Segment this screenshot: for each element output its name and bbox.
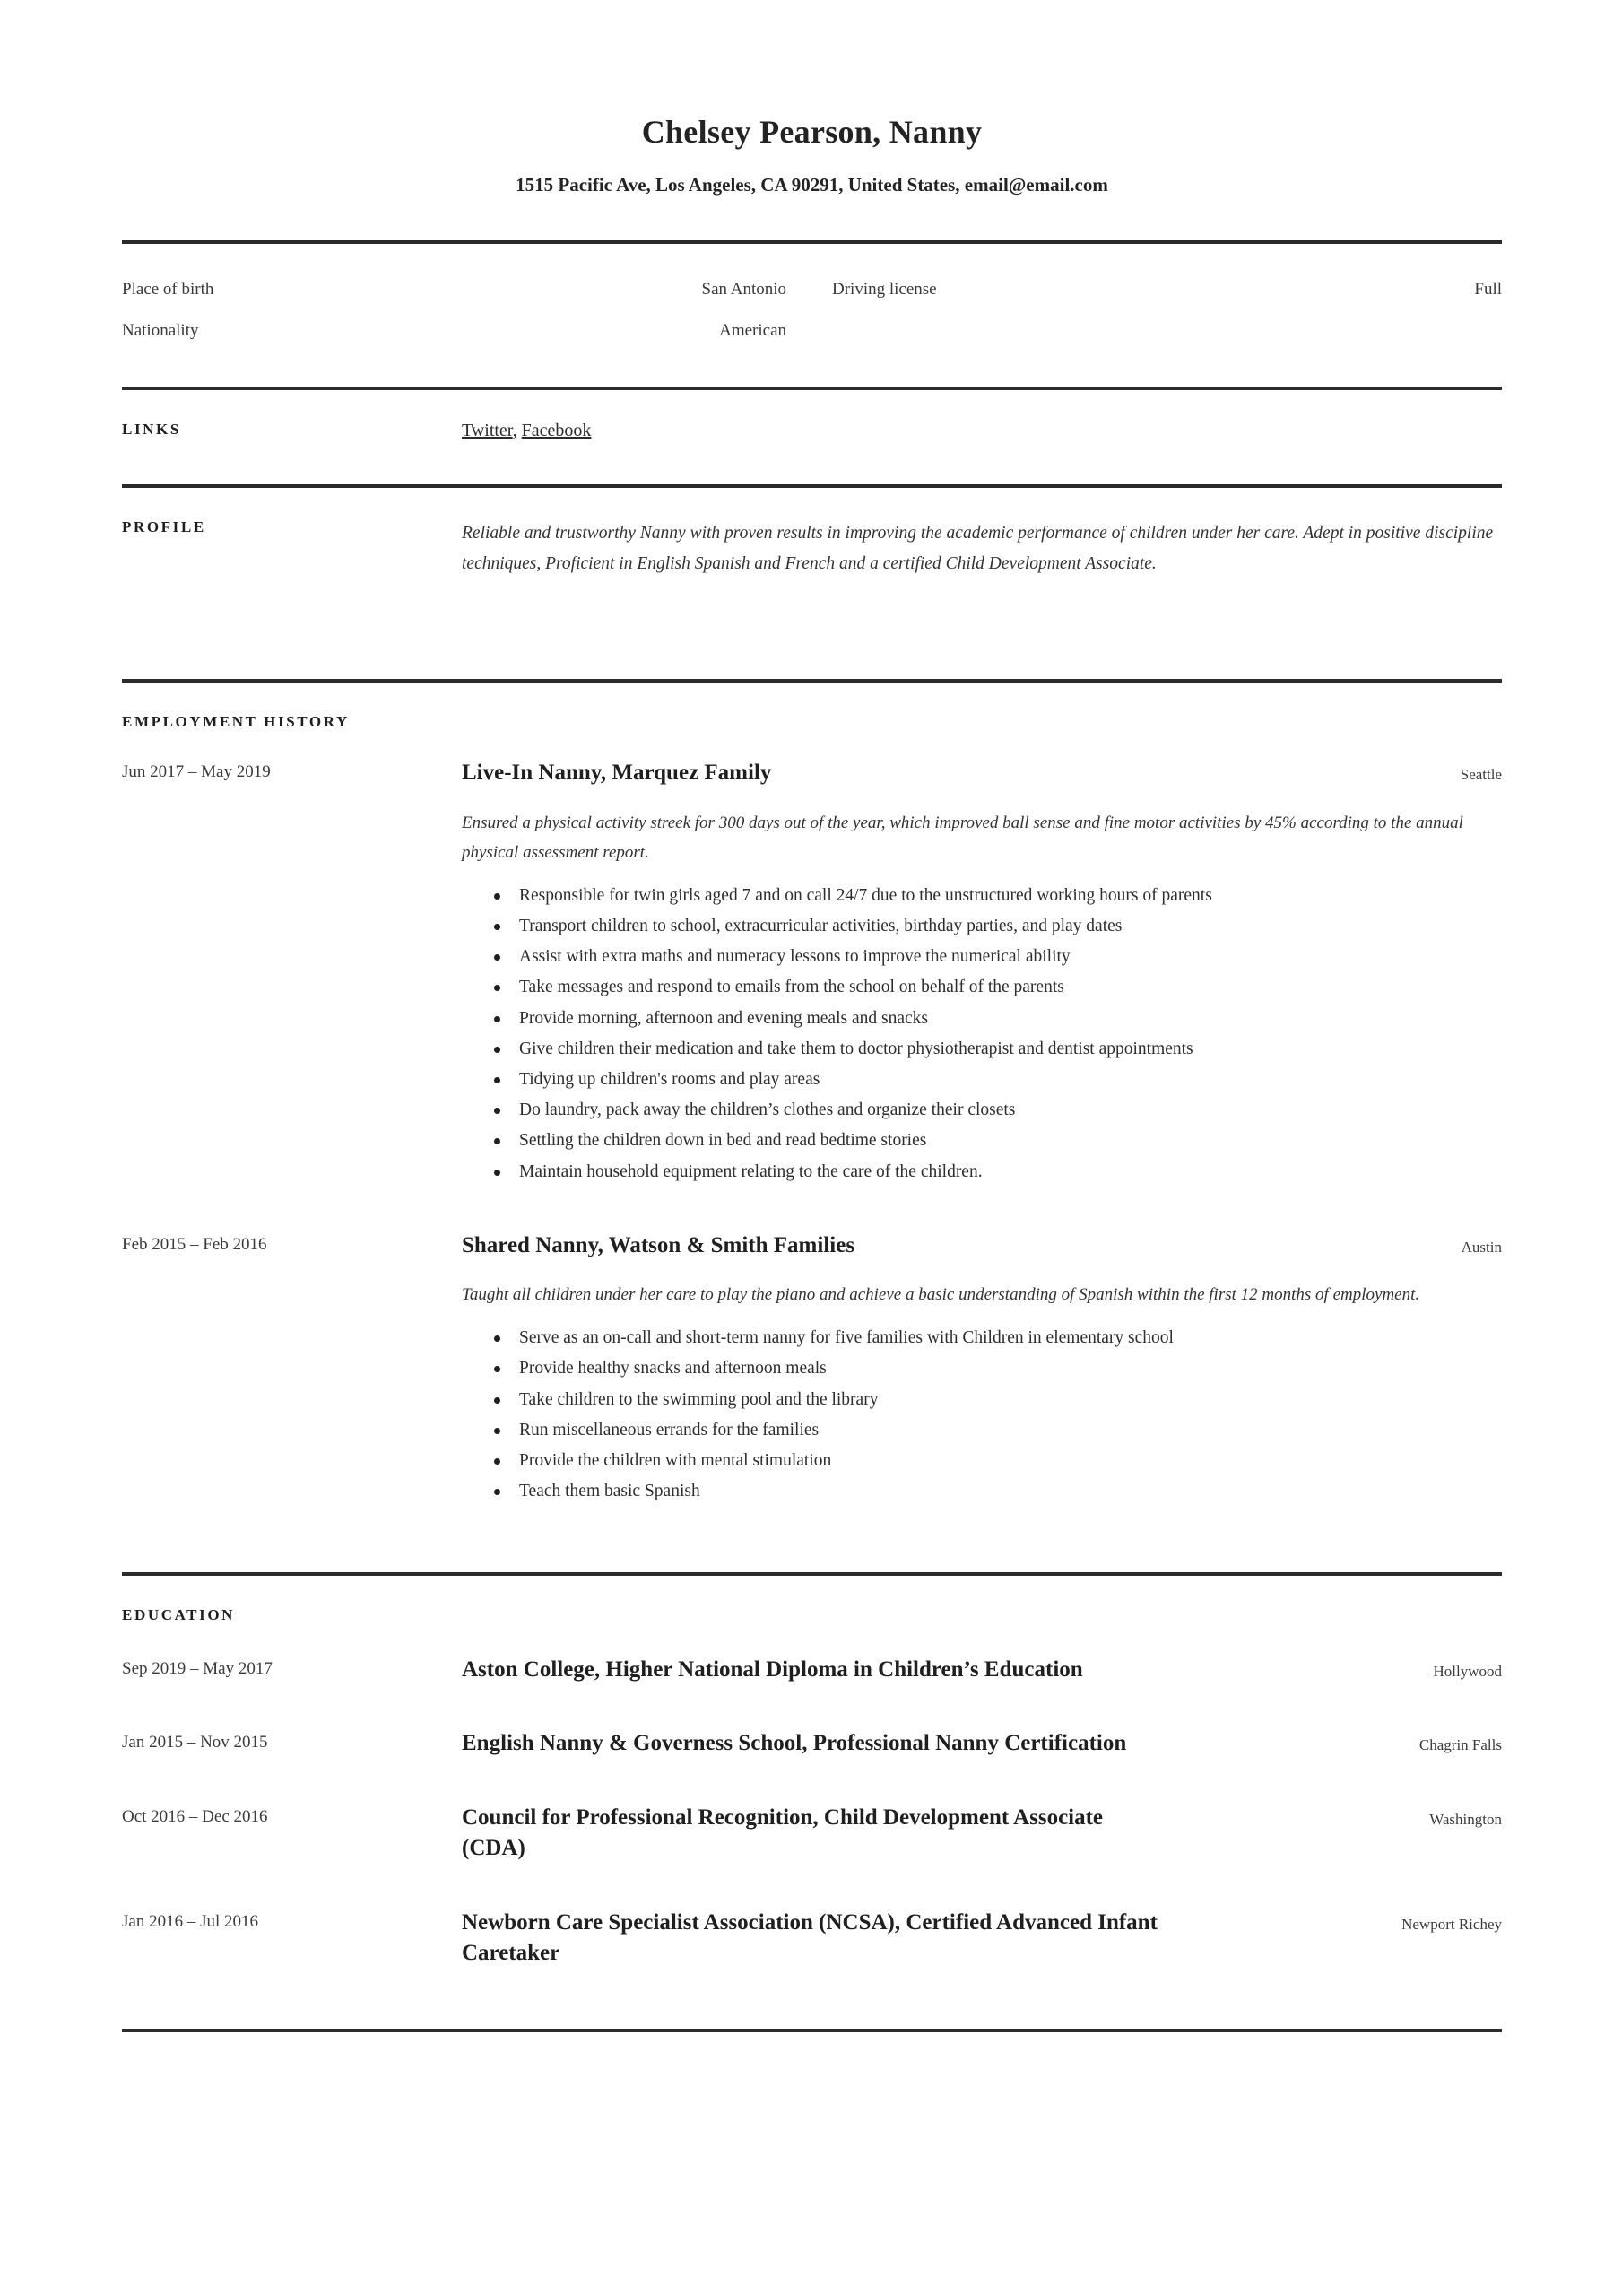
profile-divider: [122, 484, 1502, 488]
education-entry-location: Washington: [1429, 1810, 1502, 1828]
list-item: Teach them basic Spanish: [519, 1478, 1502, 1505]
employment-entry-header: [462, 758, 1502, 789]
list-item: Take children to the swimming pool and the library: [519, 1387, 1502, 1413]
list-item: Do laundry, pack away the children’s clothes and organize their closets: [519, 1097, 1502, 1124]
education-entry-date: Jan 2015 – Nov 2015: [122, 1733, 268, 1752]
employment-entry-date: Jun 2017 – May 2019: [122, 762, 271, 782]
education-section: [122, 1606, 1502, 1970]
employment-entry-location: Seattle: [1460, 766, 1502, 784]
links-separator: ,: [512, 421, 522, 441]
details-divider: [122, 240, 1502, 244]
education-section-label: EDUCATION: [122, 1605, 236, 1623]
employment-entry-date: Feb 2015 – Feb 2016: [122, 1234, 267, 1254]
employment-entry-title: Live-In Nanny, Marquez Family: [462, 761, 772, 786]
links-section-label: LINKS: [122, 421, 181, 439]
list-item: Give children their medication and take them to doctor physiotherapist and dentist appointments: [519, 1036, 1502, 1063]
education-entry-main: [462, 1728, 1502, 1760]
employment-entry-title: Shared Nanny, Watson & Smith Families: [462, 1232, 855, 1257]
resume-content: [122, 0, 1502, 2032]
employment-entry-location: Austin: [1461, 1238, 1502, 1256]
list-item: Serve as an on-call and short-term nanny for five families with Children in elementary school: [519, 1325, 1502, 1352]
details-section: [122, 276, 1502, 344]
education-entry-main: [462, 1803, 1502, 1865]
education-entry-title: Aston College, Higher National Diploma in Children’s Education: [462, 1657, 1083, 1682]
closing-divider: [122, 2029, 1502, 2032]
link-twitter[interactable]: Twitter: [462, 421, 513, 441]
education-entry-location: Newport Richey: [1401, 1915, 1502, 1933]
profile-text: Reliable and trustworthy Nanny with proven results in improving the academic performance of children under her care. Adept in positive discipline techniques, Proficient in English Spanish and French and a certified Child Development Associate.: [462, 524, 1494, 573]
profile-section-label: PROFILE: [122, 518, 206, 536]
education-entry-date: Sep 2019 – May 2017: [122, 1658, 273, 1678]
list-item: Take messages and respond to emails from the school on behalf of the parents: [519, 974, 1502, 1001]
education-entry: [122, 1728, 1502, 1760]
education-entry-date: Jan 2016 – Jul 2016: [122, 1911, 258, 1931]
nationality-value: American: [719, 320, 786, 340]
employment-entry-description: Taught all children under her care to play the piano and achieve a basic understanding of Spanish within the first 12 months of employment.: [462, 1285, 1420, 1305]
links-divider: [122, 387, 1502, 390]
list-item: Run miscellaneous errands for the families: [519, 1417, 1502, 1444]
place-of-birth-value: San Antonio: [701, 280, 786, 300]
list-item: Settling the children down in bed and read bedtime stories: [519, 1127, 1502, 1154]
education-entry-title: Newborn Care Specialist Association (NCSA), Certified Advanced Infant Caretaker: [462, 1909, 1158, 1965]
education-entry-title: Council for Professional Recognition, Child Development Associate (CDA): [462, 1805, 1104, 1860]
links-list: [462, 421, 1502, 441]
education-entry-date: Oct 2016 – Dec 2016: [122, 1806, 268, 1826]
list-item: Provide morning, afternoon and evening meals and snacks: [519, 1005, 1502, 1032]
detail-row: [122, 317, 1502, 344]
list-item: Assist with extra maths and numeracy lessons to improve the numerical ability: [519, 944, 1502, 970]
employment-entry-description: Ensured a physical activity streek for 300 days out of the year, which improved ball sense and fine motor activities by 45% according to the annual physical assessment report.: [462, 813, 1463, 862]
education-entry-header: [462, 1655, 1502, 1686]
employment-entry-header: [462, 1231, 1502, 1262]
education-entry: [122, 1803, 1502, 1865]
employment-divider: [122, 679, 1502, 683]
education-entry-header: [462, 1908, 1502, 1970]
education-entry-main: [462, 1655, 1502, 1686]
link-facebook[interactable]: Facebook: [521, 421, 592, 441]
driving-license-value: Full: [1474, 280, 1502, 300]
education-entry-header: [462, 1803, 1502, 1865]
page-title: Chelsey Pearson, Nanny: [641, 114, 983, 150]
list-item: Transport children to school, extracurricular activities, birthday parties, and play dates: [519, 913, 1502, 940]
detail-row: [122, 276, 1502, 302]
list-item: Maintain household equipment relating to the care of the children.: [519, 1159, 1502, 1186]
list-item: Responsible for twin girls aged 7 and on call 24/7 due to the unstructured working hours of parents: [519, 883, 1502, 909]
list-item: Tidying up children's rooms and play areas: [519, 1066, 1502, 1093]
employment-entry-main: [462, 758, 1502, 1188]
list-item: Provide healthy snacks and afternoon meals: [519, 1355, 1502, 1382]
place-of-birth-label: Place of birth: [122, 280, 214, 300]
contact-line: 1515 Pacific Ave, Los Angeles, CA 90291, United States, email@email.com: [516, 174, 1108, 196]
education-entry-location: Hollywood: [1433, 1662, 1502, 1680]
links-section: [122, 421, 1502, 441]
education-entry: [122, 1655, 1502, 1686]
profile-section: [122, 518, 1502, 578]
employment-section-label: EMPLOYMENT HISTORY: [122, 713, 350, 731]
employment-entry: [122, 1231, 1502, 1509]
nationality-label: Nationality: [122, 320, 199, 340]
list-item: Provide the children with mental stimulation: [519, 1448, 1502, 1474]
education-entry: [122, 1908, 1502, 1970]
education-divider: [122, 1572, 1502, 1576]
driving-license-label: Driving license: [832, 280, 937, 300]
employment-section: [122, 713, 1502, 1509]
employment-entry-bullets: [462, 1325, 1502, 1505]
employment-entry: [122, 758, 1502, 1188]
education-entry-location: Chagrin Falls: [1418, 1736, 1502, 1753]
employment-entry-main: [462, 1231, 1502, 1509]
education-entry-title: English Nanny & Governess School, Professional Nanny Certification: [462, 1731, 1127, 1755]
education-entry-main: [462, 1908, 1502, 1970]
employment-entry-bullets: [462, 883, 1502, 1186]
education-entry-header: [462, 1728, 1502, 1760]
